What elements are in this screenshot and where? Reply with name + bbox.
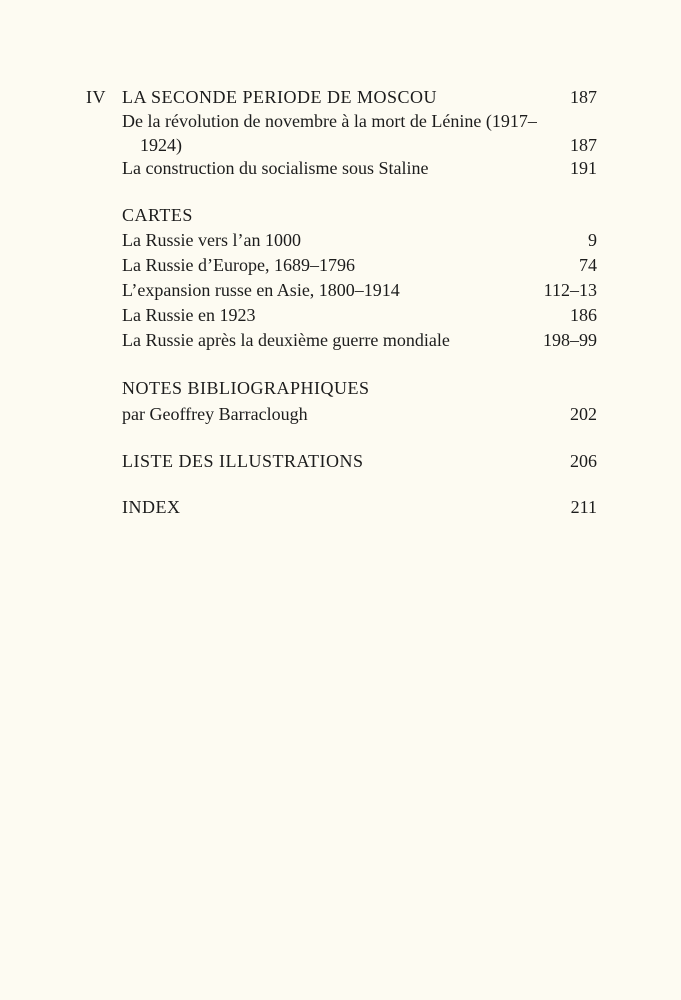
section-numeral: IV bbox=[86, 87, 106, 107]
map-entry: La Russie d’Europe, 1689–1796 bbox=[122, 255, 355, 275]
map-entry-page: 112–13 bbox=[543, 280, 597, 300]
toc-entry-line2: 1924) bbox=[140, 135, 182, 155]
illustrations-page-number: 206 bbox=[570, 451, 597, 471]
section-page-number: 187 bbox=[570, 87, 597, 107]
map-entry-page: 198–99 bbox=[543, 330, 597, 350]
map-entry: L’expansion russe en Asie, 1800–1914 bbox=[122, 280, 400, 300]
index-page-number: 211 bbox=[570, 497, 597, 517]
index-heading: INDEX bbox=[122, 497, 181, 517]
toc-entry: La construction du socialisme sous Staline bbox=[122, 158, 429, 178]
notes-heading: NOTES BIBLIOGRAPHIQUES bbox=[122, 378, 370, 398]
toc-entry-page: 191 bbox=[570, 158, 597, 178]
toc-entry-line1: De la révolution de novembre à la mort de Lénine (1917– bbox=[122, 111, 537, 131]
map-entry-page: 9 bbox=[588, 230, 597, 250]
toc-entry-page: 187 bbox=[570, 135, 597, 155]
notes-author: par Geoffrey Barraclough bbox=[122, 404, 308, 424]
map-entry-page: 186 bbox=[570, 305, 597, 325]
map-entry-page: 74 bbox=[579, 255, 597, 275]
map-entry: La Russie vers l’an 1000 bbox=[122, 230, 301, 250]
map-entry: La Russie en 1923 bbox=[122, 305, 256, 325]
notes-page-number: 202 bbox=[570, 404, 597, 424]
map-entry: La Russie après la deuxième guerre mondiale bbox=[122, 330, 450, 350]
section-title: LA SECONDE PERIODE DE MOSCOU bbox=[122, 87, 438, 107]
cartes-heading: CARTES bbox=[122, 205, 193, 225]
illustrations-heading: LISTE DES ILLUSTRATIONS bbox=[122, 451, 364, 471]
